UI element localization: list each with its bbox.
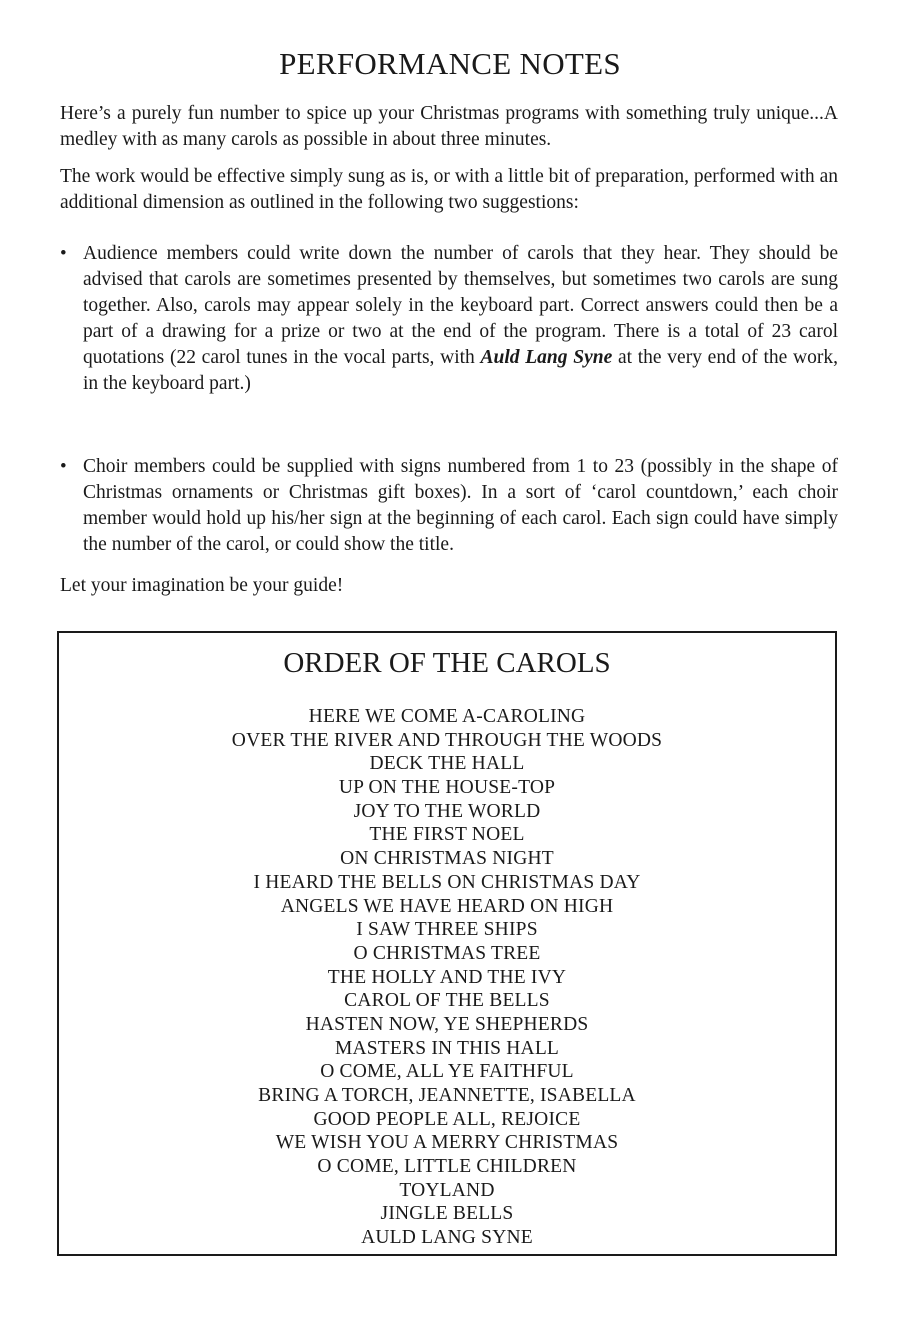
carol-list-item: ON CHRISTMAS NIGHT bbox=[340, 848, 554, 870]
carol-list-item: UP ON THE HOUSE-TOP bbox=[338, 777, 556, 799]
carol-list-item: AULD LANG SYNE bbox=[361, 1227, 533, 1249]
work-title-emphasis: Auld Lang Syne bbox=[480, 347, 613, 368]
carol-list-item: BRING A TORCH, JEANNETTE, ISABELLA bbox=[258, 1085, 636, 1106]
closing-line: Let your imagination be your guide! bbox=[60, 575, 344, 596]
carol-list-item: OVER THE RIVER AND THROUGH THE WOODS bbox=[231, 729, 663, 751]
carol-list-item: MASTERS IN THIS HALL bbox=[334, 1037, 560, 1059]
carol-list-item: THE HOLLY AND THE IVY bbox=[327, 966, 567, 988]
intro-paragraph: Here’s a purely fun number to spice up your Christmas programs with something truly unique...A medley with as many carols as possible in about three minutes. bbox=[60, 103, 838, 150]
suggestion-text bbox=[83, 241, 838, 397]
intro-paragraph: The work would be effective simply sung as is, or with a little bit of preparation, performed with an additional dimension as outlined in the following two suggestions: bbox=[60, 166, 838, 213]
carol-order-box bbox=[57, 631, 837, 1256]
carol-list-item: O CHRISTMAS TREE bbox=[353, 942, 541, 964]
carol-list-item: CAROL OF THE BELLS bbox=[344, 990, 550, 1012]
carol-list-item: GOOD PEOPLE ALL, REJOICE bbox=[313, 1108, 581, 1130]
carol-list-item: I SAW THREE SHIPS bbox=[356, 919, 538, 941]
carol-list-item: HASTEN NOW, YE SHEPHERDS bbox=[305, 1013, 589, 1035]
carol-list-item: TOYLAND bbox=[399, 1179, 495, 1201]
suggestion-text: Choir members could be supplied with signs numbered from 1 to 23 (possibly in the shape of Christmas ornaments or Christmas gift boxes). In a sort of ‘carol countdown,’ each choir member would hold up his/her sign at the beginning of each carol. Each sign could have simply the number of the carol, or could show the title. bbox=[83, 456, 838, 555]
carol-list-item: O COME, ALL YE FAITHFUL bbox=[320, 1061, 574, 1083]
carol-list-item: WE WISH YOU A MERRY CHRISTMAS bbox=[275, 1132, 619, 1154]
carol-list-item: JINGLE BELLS bbox=[380, 1203, 514, 1225]
suggestion-item bbox=[60, 241, 838, 397]
carol-list-item: JOY TO THE WORLD bbox=[353, 800, 541, 822]
carol-list bbox=[59, 705, 835, 1250]
carol-list-item: O COME, LITTLE CHILDREN bbox=[317, 1156, 577, 1178]
page-title: PERFORMANCE NOTES bbox=[279, 46, 621, 81]
suggestion-text-part: Audience members could write down the number of carols that they hear. They should be advised that carols are sometimes presented by themselves, but sometimes two carols are sung together. Also, carols may appear solely in the keyboard part. Correct answers could then be a part of a drawing for a prize or two at the end of the program. There is a total of 23 carol quotations (22 carol tunes in the vocal parts, with bbox=[83, 243, 838, 368]
carol-list-item: HERE WE COME A-CAROLING bbox=[308, 706, 586, 727]
carol-list-item: ANGELS WE HAVE HEARD ON HIGH bbox=[280, 895, 614, 917]
suggestion-item bbox=[60, 454, 838, 558]
carol-list-item: DECK THE HALL bbox=[369, 753, 525, 775]
suggestion-text-part: at the very end of the work, in the keyboard part.) bbox=[83, 347, 839, 394]
carol-order-title: ORDER OF THE CAROLS bbox=[283, 647, 611, 679]
bullet-icon: • bbox=[60, 243, 67, 264]
bullet-icon: • bbox=[60, 456, 67, 477]
carol-list-item: I HEARD THE BELLS ON CHRISTMAS DAY bbox=[253, 871, 641, 893]
carol-list-item: THE FIRST NOEL bbox=[369, 824, 525, 846]
